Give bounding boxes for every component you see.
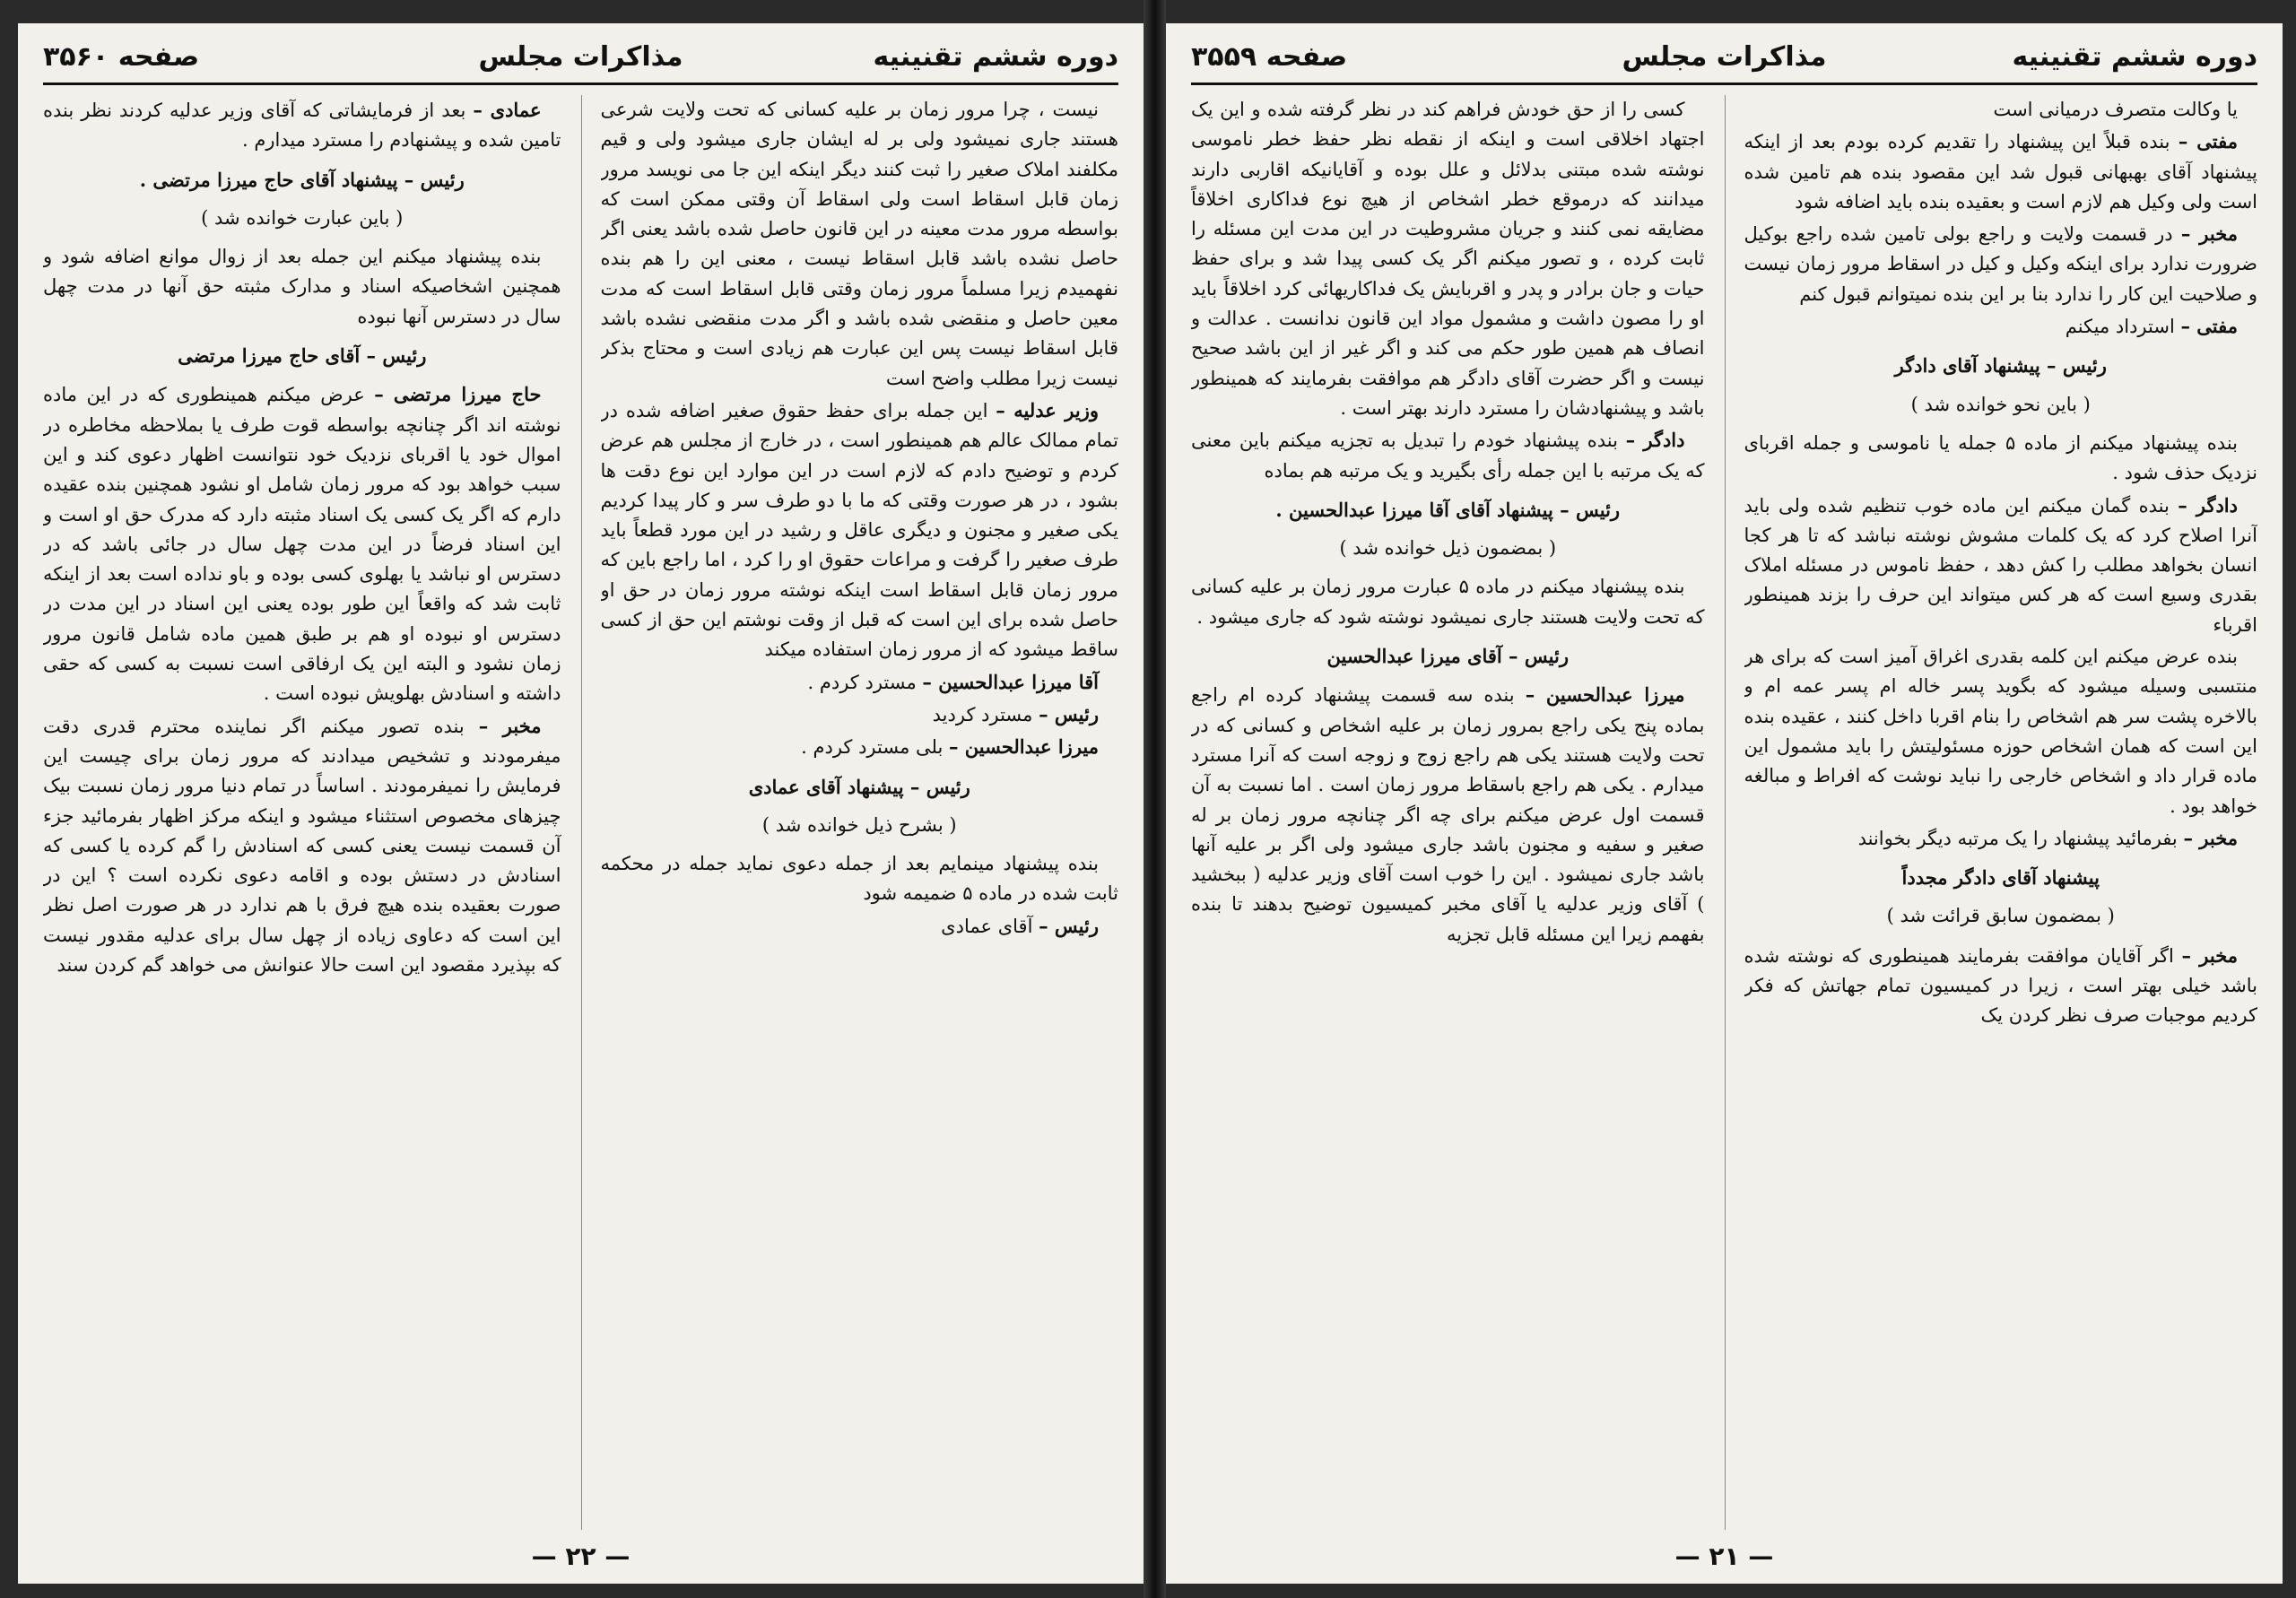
paragraph [601, 95, 1119, 394]
left-column [1191, 95, 1705, 1530]
section-heading: رئیس – پیشنهاد آقای عمادی [748, 775, 970, 798]
header-page-number: صفحه ۳۵۵۹ [1191, 41, 1348, 73]
paragraph [1744, 219, 2258, 309]
header-series: دوره ششم تقنینیه [2012, 41, 2257, 73]
speaker-name: عمادی – [473, 99, 542, 121]
paragraph-text: بنده عرض میکنم این کلمه بقدری اغراق آمیز است که برای هر منتسبی وسیله میشود که بگوید پسر خاله ام پسر عمه ام و بالاخره پشت سر هم اشخاص را بنام اقربا داخل کنند ، عقیده بنده این است که همان اشخاص حوزه مسئولیتش را باید مشمول این ماده قرار داد و اشخاص خارجی را نباید نوشت که افراط و مبالغه خواهد بود . [1744, 646, 2257, 817]
speaker-name: مفتی – [2178, 130, 2238, 153]
speaker-name: مخبر – [478, 714, 542, 737]
speaker-name: وزیر عدلیه – [996, 398, 1099, 421]
text-columns [43, 95, 1118, 1530]
paragraph-text: آقای عمادی [941, 915, 1039, 937]
section-heading: پیشنهاد آقای دادگر مجدداً [1901, 866, 2100, 890]
paragraph [1191, 572, 1705, 632]
paragraph [601, 732, 1119, 762]
paragraph-text: این جمله برای حفظ حقوق صغیر اضافه شده در تمام ممالک عالم هم همینطور است ، در خارج از مجلس هم عرض کردم و توضیح دادم که لازم است در این موارد این نوع دقت ها بشود ، در هر صورت وقتی که ما با دو طرف سر و کار پیدا کردیم یکی صغیر و مجنون و دیگری عاقل و رشید در این مورد قطعاً باید طرف صغیر را گرفت و مراعات حقوق او را کرد ، اما راجع باین که مرور زمان قابل اسقاط است اینکه نوشته مرور زمان در حق او حاصل شده برای این است که قبل از وقت نوشتم این حق از کسی ساقط میشود که از مرور زمان استفاده میکند [600, 399, 1118, 661]
column-separator [1725, 95, 1726, 1530]
header-series: دوره ششم تقنینیه [873, 41, 1118, 73]
page-footer: — ۲۲ — [531, 1542, 631, 1571]
paragraph [1191, 680, 1705, 950]
section-heading: رئیس – پیشنهاد آقای دادگر [1894, 354, 2107, 378]
speaker-name: مفتی – [2180, 315, 2238, 338]
speaker-name: مخبر – [2181, 943, 2238, 967]
speaker-name: میرزا عبدالحسین – [1525, 683, 1685, 707]
paragraph [601, 395, 1119, 665]
paragraph [601, 699, 1119, 730]
reading-note: ( بمضمون سابق قرائت شد ) [1886, 905, 2115, 927]
paragraph [1744, 491, 2258, 640]
paragraph-text: نیست ، چرا مرور زمان بر علیه کسانی که تحت ولایت شرعی هستند جاری نمیشود ولی بر له ایشان جاری میشود ولی و قیم مکلفند املاک صغیر را ثبت کنند دیگر اینکه این جا می نویسد مرور زمان قابل اسقاط است ولی اسقاط آن وقتی ممکن است که بواسطه مرور مدت معینه در این قانون حاصل شده باشد یعنی اگر حاصل نشده باشد قابل اسقاط نیست ، معنی این را هم بنده نفهمیدم زیرا مسلماً مرور زمان وقتی قابل اسقاط است که مدت معین حاصل و منقضی شده باشد و اگر مدت منقضی نشده باشد قابل اسقاط نیست پس این عبارت هم زیادی است و محتاج بذکر نیست زیرا مطلب واضح است [600, 99, 1118, 389]
left-column [43, 95, 561, 1530]
page-footer: — ۲۱ — [1674, 1542, 1774, 1571]
paragraph-text: در قسمت ولایت و راجع بولی تامین شده راجع بوکیل ضرورت ندارد برای اینکه وکیل و کیل در اسقاط مرور زمان نیست و صلاحیت این کار را ندارد بنا بر این بنده نمیتوانم قبول کنم [1744, 223, 2257, 305]
paragraph [1744, 311, 2258, 342]
header-title: مذاکرات مجلس [1622, 41, 1827, 73]
paragraph [601, 849, 1119, 909]
paragraph [1744, 126, 2258, 217]
paragraph [1744, 429, 2258, 489]
speaker-name: میرزا عبدالحسین – [948, 735, 1099, 759]
paragraph-text: بنده پیشنهاد میکنم در ماده ۵ عبارت مرور زمان بر علیه کسانی که تحت ولایت هستند جاری نمیشود نوشته شود که جاری میشود . [1191, 576, 1705, 628]
section-heading: رئیس – پیشنهاد آقای آقا میرزا عبدالحسین . [1275, 498, 1621, 521]
paragraph-text: بنده گمان میکنم این ماده خوب تنظیم شده ولی باید آنرا اصلاح کرد که یک کلمات مشوش نوشته نباشد که تا هر کجا انسان بخواهد مطلب را کش دهد ، حفظ ناموس در مسئله املاک بقدری وسیع است که هر کس میتواند این حرف را بزند همینطور اقرباء [1744, 494, 2257, 636]
reading-note: ( باین نحو خوانده شد ) [1910, 393, 2091, 415]
speaker-name: آقا میرزا عبدالحسین – [922, 670, 1099, 693]
paragraph [1191, 95, 1705, 423]
paragraph-text: عرض میکنم همینطوری که در این ماده نوشته اند اگر چنانچه بواسطه قوت طرف یا بملاحظه مخاطره در اموال خود یا اقربای نزدیک خود نتوانست اظهار دعوی کند و این سبب خواهد بود که مرور زمان شامل او نشود همچنین بنده عقیده دارم که اگر یک کسی یک اسناد مثبته دارد که مدرک حق او است و این اسناد فرضاً در این مدت چهل سال در جائی باشد که در دسترس او نباشد یا بهلوی کسی بوده و باو نداده است بعد از اینکه ثابت شد که واقعاً این طور بوده یعنی این اسناد در این مدت در دسترس او نبوده او هم بر طبق همین ماده شامل قانون مرور زمان نشود و البته این یک ارفاقی است نسبت به کسی که حقی داشته و اسنادش بهلویش نبوده است . [43, 384, 561, 705]
paragraph [43, 379, 561, 708]
paragraph-text: بنده سه قسمت پیشنهاد کرده ام راجع بماده پنج یکی راجع بمرور زمان بر علیه اشخاص و کسانی که در تحت ولایت هستند یکی هم راجع زوج و زوجه است که آنرا مسترد میدارم . یکی هم راجع باسقاط مرور زمان است . اما نسبت به آن قسمت اول عرض میکنم برای چه اگر چنانچه مرور زمان بر له صغیر و سفیه و مجنون باشد جاری میشود ولی اگر بر علیه آنها باشد جاری نمیشود . این را خوب است آقای وزیر عدلیه ( ببخشید ) آقای وزیر عدلیه یا آقای مخبر کمیسیون توضیح بدهند تا بنده بفهمم زیرا این مسئله قابل تجزیه [1191, 684, 1705, 945]
header-title: مذاکرات مجلس [478, 41, 683, 73]
paragraph [1744, 941, 2258, 1031]
paragraph-text: بفرمائید پیشنهاد را یک مرتبه دیگر بخوانند [1857, 827, 2184, 849]
right-column [601, 95, 1119, 1530]
paragraph-text: مسترد کردید [932, 703, 1039, 725]
paragraph [1191, 425, 1705, 486]
paragraph-text: بعد از فرمایشاتی که آقای وزیر عدلیه کردند نظر بنده تامین شده و پیشنهادم را مسترد میدارم . [43, 100, 561, 152]
page-header [43, 36, 1118, 85]
header-page-number: صفحه ۳۵۶۰ [43, 41, 200, 73]
paragraph [43, 242, 561, 332]
book-gutter [1144, 0, 1166, 1598]
paragraph-text: مسترد کردم . [807, 671, 923, 693]
paragraph [1744, 95, 2258, 125]
paragraph [601, 911, 1119, 942]
paragraph [1744, 642, 2258, 821]
paragraph-text: یا وکالت متصرف درمیانی است [1993, 99, 2238, 120]
right-column [1744, 95, 2258, 1530]
paragraph [1744, 823, 2258, 854]
reading-note: ( بمضمون ذیل خوانده شد ) [1339, 537, 1557, 560]
speaker-name: حاج میرزا مرتضی – [374, 383, 542, 406]
column-separator [581, 95, 582, 1530]
reading-note: ( باین عبارت خوانده شد ) [201, 206, 404, 229]
speaker-name: دادگر – [1625, 429, 1685, 452]
left-page [18, 23, 1144, 1584]
paragraph [43, 95, 561, 156]
speaker-name: رئیس – [1039, 702, 1099, 725]
paragraph-text: بنده پیشنهاد میکنم این جمله بعد از زوال موانع اضافه شود و همچنین اشخاصیکه اسناد و مدارک مثبته حق آنها در مدت چهل سال در دسترس آنها نبوده [43, 246, 561, 327]
paragraph-text: بلی مسترد کردم . [801, 736, 949, 759]
speaker-name: مخبر – [2183, 826, 2238, 849]
paragraph [43, 711, 561, 981]
text-columns [1191, 95, 2257, 1530]
section-heading: رئیس – آقای میرزا عبدالحسین [1326, 645, 1569, 668]
speaker-name: رئیس – [1039, 914, 1099, 937]
reading-note: ( بشرح ذیل خوانده شد ) [761, 813, 957, 836]
speaker-name: مخبر – [2180, 222, 2238, 246]
paragraph-text: بنده پیشنهاد مینمایم بعد از جمله دعوی نماید جمله در محکمه ثابت شده در ماده ۵ ضمیمه شود [600, 853, 1118, 905]
paragraph-text: کسی را از حق خودش فراهم کند در نظر گرفته شده و این یک اجتهاد اخلاقی است و اینکه از نقطه نظر حفظ خطر ناموسی نوشته شده مبتنی بدلائل و علل بوده و آقایانیکه اقاربی دارند میدانند که درموقع خطر اشخاص از هیچ نوع فداکاری اخلاقاً مضایقه نمی کنند و جریان مشروطیت در این مدت این مسئله را ثابت کرده ، و تصور میکنم اگر یک کسی پیدا شد و برای حفظ حیات و جان برادر و پدر و اقربایش یک فداکاریهائی کرد اخلاقاً باید او را مصون داشت و مشمول مواد این قانون ندانست . عدالت و انصاف هم همین طور حکم می کند و اگر غیر از این باشد صحیح نیست و اگر حضرت آقای دادگر هم موافقت بفرمایند که همینطور باشد و پیشنهادشان را مسترد دارند بهتر است . [1191, 99, 1705, 419]
speaker-name: دادگر – [2178, 493, 2238, 517]
paragraph-text: بنده قبلاً این پیشنهاد را تقدیم کرده بودم بعد از اینکه پیشنهاد آقای بهبهانی قبول شد این مقصود بنده هم تامین شده است ولی وکیل هم لازم است و بعقیده بنده باید اضافه شود [1744, 131, 2257, 213]
paragraph-text: استرداد میکنم [2065, 316, 2181, 338]
paragraph-text: بنده پیشنهاد میکنم از ماده ۵ جمله یا ناموسی و جمله اقربای نزدیک حذف شود . [1744, 431, 2257, 484]
paragraph [601, 667, 1119, 698]
right-page [1166, 23, 2283, 1584]
page-header [1191, 36, 2257, 85]
paragraph-text: بنده تصور میکنم اگر نماینده محترم قدری دقت میفرمودند و تشخیص میدادند که مرور زمان برای چیست این فرمایش را نمیفرمودند . اساساً در تمام دنیا مرور زمان نسبت بیک چیزهای مخصوص استثناء میشود و اینکه مرکز اظهار بفرمائید جزء آن قسمت نیست یعنی کسی که اسنادش را گم کرده یا کسی که اسنادش در دستش بوده و اقامه دعوی نکرده است ؟ این در صورت بعقیده بنده هیچ فرق با هم ندارد در هر صورت اصل نظر این است که دعاوی زیاده از چهل سال برای عدلیه مقدور نیست که بپذیرد مقصود این است حالا عنوانش می خواهد گم کردن سند [43, 715, 561, 977]
paragraph-text: بنده پیشنهاد خودم را تبدیل به تجزیه میکنم باین معنی که یک مرتبه با این جمله رأی بگیرید و یک مرتبه هم بماده [1191, 430, 1705, 482]
section-heading: رئیس – آقای حاج میرزا مرتضی [178, 344, 427, 368]
paragraph-text: اگر آقایان موافقت بفرمایند همینطوری که نوشته شده باشد خیلی بهتر است ، زیرا در کمیسیون تمام جهاتش که فکر کردیم موجبات صرف نظر کردن یک [1744, 944, 2257, 1027]
section-heading: رئیس – پیشنهاد آقای حاج میرزا مرتضی . [139, 168, 465, 191]
